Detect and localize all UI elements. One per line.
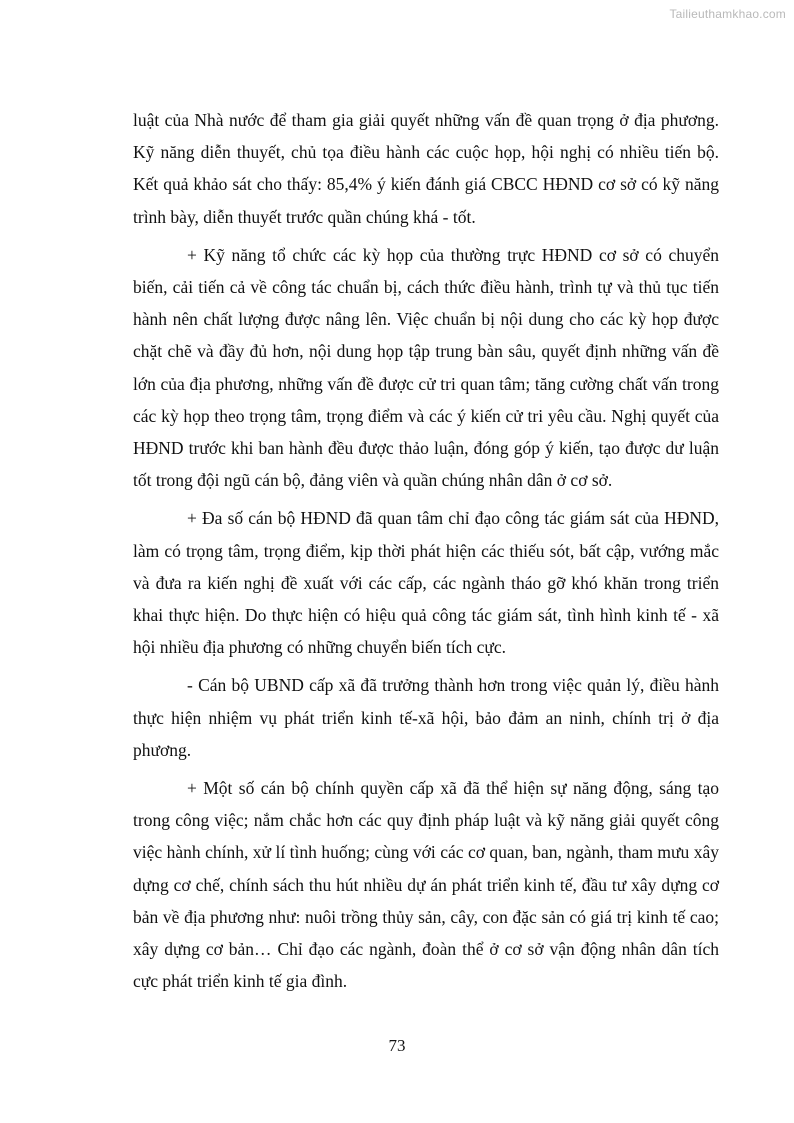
- paragraph-2: + Kỹ năng tổ chức các kỳ họp của thường trực HĐND cơ sở có chuyển biến, cải tiến cả về công tác chuẩn bị, cách thức điều hành, trình tự và thủ tục tiến hành nên chất lượng được nâng lên. Việc chuẩn bị nội dung cho các kỳ họp được chặt chẽ và đầy đủ hơn, nội dung họp tập trung bàn sâu, quyết định những vấn đề lớn của địa phương, những vấn đề được cử tri quan tâm; tăng cường chất vấn trong các kỳ họp theo trọng tâm, trọng điểm và các ý kiến cử tri yêu cầu. Nghị quyết của HĐND trước khi ban hành đều được thảo luận, đóng góp ý kiến, tạo được dư luận tốt trong đội ngũ cán bộ, đảng viên và quần chúng nhân dân ở cơ sở.: [133, 244, 719, 491]
- watermark: Tailieuthamkhao.com: [669, 7, 786, 21]
- paragraph-1: luật của Nhà nước để tham gia giải quyết những vấn đề quan trọng ở địa phương. Kỹ năng diễn thuyết, chủ tọa điều hành các cuộc họp, hội nghị có nhiều tiến bộ. Kết quả khảo sát cho thấy: 85,4% ý kiến đánh giá CBCC HĐND cơ sở có kỹ năng trình bày, diễn thuyết trước quần chúng khá - tốt.: [133, 110, 719, 227]
- paragraph-5: + Một số cán bộ chính quyền cấp xã đã thể hiện sự năng động, sáng tạo trong công việc; nắm chắc hơn các quy định pháp luật và kỹ năng giải quyết công việc hành chính, xử lí tình huống; cùng với các cơ quan, ban, ngành, tham mưu xây dựng cơ chế, chính sách thu hút nhiều dự án phát triển kinh tế, đầu tư xây dựng cơ bản về địa phương như: nuôi trồng thủy sản, cây, con đặc sản có giá trị kinh tế cao; xây dựng cơ bản… Chỉ đạo các ngành, đoàn thể ở cơ sở vận động nhân dân tích cực phát triển kinh tế gia đình.: [133, 778, 719, 992]
- paragraph-4: - Cán bộ UBND cấp xã đã trưởng thành hơn trong việc quản lý, điều hành thực hiện nhiệm vụ phát triển kinh tế-xã hội, bảo đảm an ninh, chính trị ở địa phương.: [133, 675, 719, 760]
- document-body: [133, 104, 719, 1003]
- paragraph-3: + Đa số cán bộ HĐND đã quan tâm chỉ đạo công tác giám sát của HĐND, làm có trọng tâm, trọng điểm, kịp thời phát hiện các thiếu sót, bất cập, vướng mắc và đưa ra kiến nghị đề xuất với các cấp, các ngành tháo gỡ khó khăn trong triển khai thực hiện. Do thực hiện có hiệu quả công tác giám sát, tình hình kinh tế - xã hội nhiều địa phương có những chuyển biến tích cực.: [133, 508, 719, 658]
- page-number: 73: [388, 1036, 406, 1055]
